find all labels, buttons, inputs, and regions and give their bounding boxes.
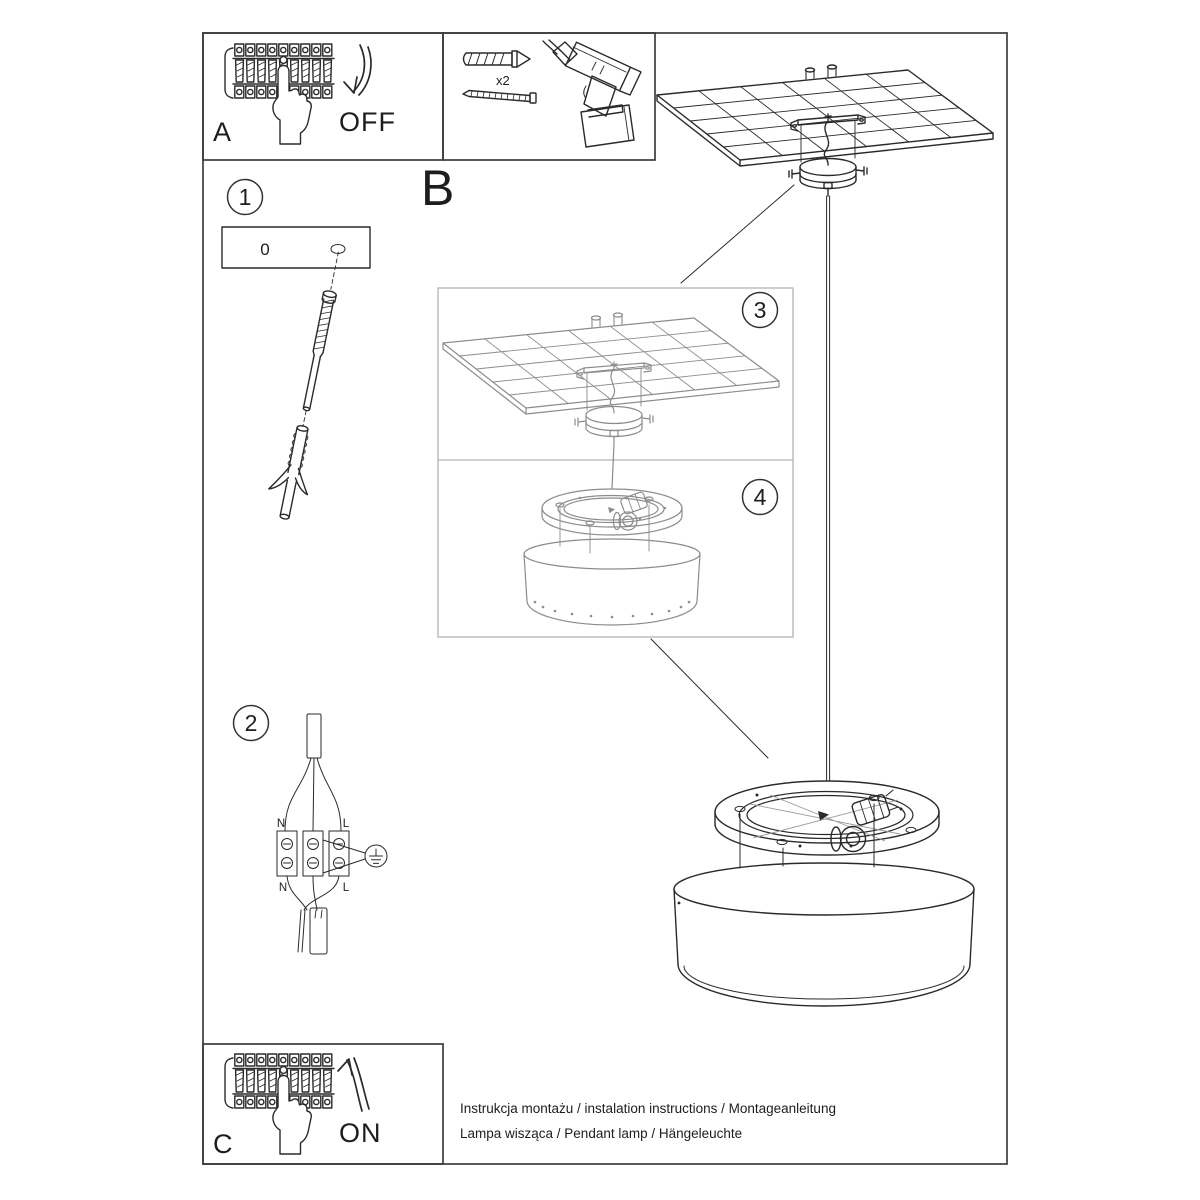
terminal-label-l-bottom: L <box>342 882 350 894</box>
tools-parts <box>463 40 641 147</box>
terminal-label-n-top: N <box>276 818 286 830</box>
power-off-step <box>213 44 396 147</box>
plate-screws <box>735 794 916 848</box>
pendant-lamp <box>674 781 974 1006</box>
suspension-cord <box>827 196 830 781</box>
step2-wiring <box>234 706 388 955</box>
terminal-label-l-top: L <box>342 818 350 830</box>
box-letter-a: A <box>213 117 232 147</box>
ceiling-assembly-main <box>657 65 993 196</box>
hole-mark: 0 <box>260 240 270 259</box>
step3-number: 3 <box>753 297 767 323</box>
footer-product-line: Lampa wisząca / Pendant lamp / Hängeleuchte <box>460 1126 743 1141</box>
quantity-label: x2 <box>496 73 510 88</box>
power-off-label: OFF <box>339 107 396 137</box>
power-on-step <box>213 1054 382 1159</box>
lamp-socket <box>831 790 898 852</box>
power-on-label: ON <box>339 1118 382 1148</box>
arrow-up-icon <box>338 1058 369 1111</box>
ceiling-section <box>222 227 370 268</box>
step4-number: 4 <box>753 484 767 510</box>
step1-drilling <box>222 180 370 523</box>
step2-number: 2 <box>244 710 258 736</box>
screw-icon <box>463 91 536 104</box>
screw-and-anchor <box>264 248 356 523</box>
leader-line-top <box>681 185 794 283</box>
step1-number: 1 <box>238 184 252 210</box>
terminal-label-n-bottom: N <box>278 882 288 894</box>
wall-plug-icon <box>464 51 531 67</box>
leader-line-bottom <box>651 639 768 758</box>
terminal-block <box>277 831 349 876</box>
supply-cable <box>285 714 341 831</box>
footer <box>460 1101 836 1141</box>
section-label: B <box>421 160 455 216</box>
circuit-breaker-illustration <box>225 44 334 144</box>
lamp-side-wires <box>287 876 339 954</box>
drill-icon <box>543 40 641 147</box>
footer-title-line: Instrukcja montażu / instalation instructions / Montageanleitung <box>460 1101 836 1116</box>
box-letter-c: C <box>213 1129 233 1159</box>
earth-icon <box>365 845 387 867</box>
circuit-breaker-illustration <box>225 1054 334 1154</box>
arrow-down-icon <box>344 45 371 95</box>
drum-shade <box>674 863 974 1006</box>
